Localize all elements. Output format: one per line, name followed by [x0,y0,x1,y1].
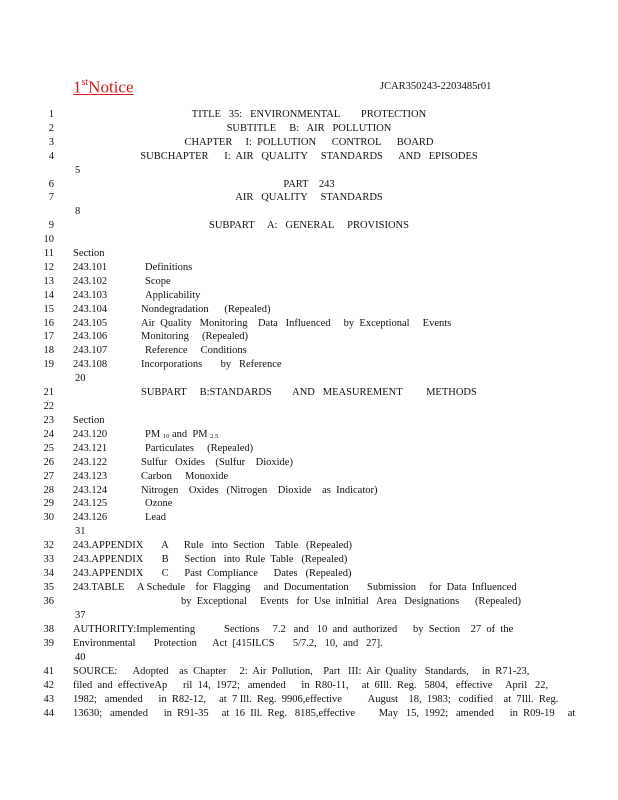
section-number: 243.105 [73,318,108,329]
line-number: 6 [48,179,54,190]
line-number: 31 [75,526,86,537]
line-number: 16 [43,318,54,329]
source-paragraph-line-3: 1982; amended in R82-12, at 7 Ill. Reg. 9906,effective August 18, 1983; codified at 7Ill. Reg. [73,694,559,705]
document-id: JCAR350243-2203485r01 [380,81,492,92]
line-number: 38 [43,624,54,635]
table-a-line: 243.TABLE A Schedule for Flagging and Documentation Submission for Data Influenced [73,582,517,593]
subtitle-heading: SUBTITLE B: AIR POLLUTION [226,123,392,134]
section-title: Nondegradation (Repealed) [141,304,271,315]
line-number: 35 [43,582,54,593]
section-number: 243.120 [73,429,108,440]
section-title: Particulates (Repealed) [145,443,254,454]
section-title: Incorporations by Reference [141,359,282,370]
section-label: Section [73,415,105,426]
line-number: 43 [43,694,54,705]
section-title: Carbon Monoxide [141,471,229,482]
section-title: Monitoring (Repealed) [141,331,249,342]
line-number: 7 [48,192,54,203]
line-number: 9 [48,220,54,231]
section-number: 243.126 [73,512,108,523]
section-number: 243.122 [73,457,108,468]
line-number: 13 [43,276,54,287]
line-number: 3 [48,137,54,148]
line-number: 19 [43,359,54,370]
section-number: 243.125 [73,498,108,509]
line-number: 14 [43,290,54,301]
line-number: 39 [43,638,54,649]
pm-and-text: and PM [169,429,211,440]
section-title: Reference Conditions [145,345,247,356]
section-number: 243.101 [73,262,108,273]
section-number: 243.104 [73,304,108,315]
source-paragraph: SOURCE: Adopted as Chapter 2: Air Pollution, Part III: Air Quality Standards, in R71-23, [73,666,530,677]
appendix-c-line: 243.APPENDIX C Past Compliance Dates (Repealed) [73,568,352,579]
section-title-pm [145,429,218,443]
line-number: 2 [48,123,54,134]
source-paragraph-line-4: 13630; amended in R91-35 at 16 Ill. Reg. 8185,effective May 15, 1992; amended in R09-19 at [73,708,576,719]
section-number: 243.124 [73,485,108,496]
part-title: AIR QUALITY STANDARDS [235,192,383,203]
line-number: 10 [43,234,54,245]
line-number: 8 [75,206,81,217]
section-number: 243.108 [73,359,108,370]
notice-number: 1 [73,77,82,97]
section-number: 243.121 [73,443,108,454]
line-number: 33 [43,554,54,565]
section-title: Applicability [145,290,201,301]
authority-paragraph-continued: Environmental Protection Act [415ILCS 5/7.2, 10, and 27]. [73,638,383,649]
notice-word: Notice [88,77,134,97]
line-number: 18 [43,345,54,356]
title-heading: TITLE 35: ENVIRONMENTAL PROTECTION [191,109,427,120]
section-title: Definitions [145,262,193,273]
section-title: Sulfur Oxides (Sulfur Dioxide) [141,457,293,468]
pm10-subscript: 10 [162,433,170,440]
section-label: Section [73,248,105,259]
line-number: 28 [43,485,54,496]
line-number: 12 [43,262,54,273]
subpart-a-heading: SUBPART A: GENERAL PROVISIONS [209,220,409,231]
table-a-line-continued: by Exceptional Events for Use inInitial Area Designations (Repealed) [181,596,521,607]
line-number: 26 [43,457,54,468]
section-number: 243.102 [73,276,108,287]
section-title: Lead [145,512,166,523]
line-number: 15 [43,304,54,315]
line-number: 42 [43,680,54,691]
part-heading: PART 243 [283,179,335,190]
line-number: 40 [75,652,86,663]
line-number: 32 [43,540,54,551]
subpart-b-heading: SUBPART B:STANDARDS AND MEASUREMENT METHODS [141,387,477,398]
line-number: 5 [75,165,81,176]
chapter-heading: CHAPTER I: POLLUTION CONTROL BOARD [184,137,434,148]
section-number: 243.107 [73,345,108,356]
line-number: 36 [43,596,54,607]
section-title: Ozone [145,498,173,509]
section-number: 243.123 [73,471,108,482]
line-number: 23 [43,415,54,426]
notice-superscript: st [81,77,89,88]
line-number: 41 [43,666,54,677]
line-number: 4 [48,151,54,162]
section-title: Nitrogen Oxides (Nitrogen Dioxide as Indicator) [141,485,378,496]
appendix-b-line: 243.APPENDIX B Section into Rule Table (Repealed) [73,554,348,565]
appendix-a-line: 243.APPENDIX A Rule into Section Table (Repealed) [73,540,353,551]
section-title: Air Quality Monitoring Data Influenced by Exceptional Events [141,318,452,329]
line-number: 27 [43,471,54,482]
section-number: 243.103 [73,290,108,301]
pm-text: PM [145,429,163,440]
line-number: 37 [75,610,86,621]
line-number: 24 [43,429,54,440]
line-number: 21 [43,387,54,398]
line-number: 34 [43,568,54,579]
line-number: 22 [43,401,54,412]
authority-paragraph: AUTHORITY:Implementing Sections 7.2 and 10 and authorized by Section 27 of the [73,624,514,635]
source-paragraph-line-2: filed and effectiveAp ril 14, 1972; amended in R80-11, at 6Ill. Reg. 5804, effective April 22, [73,680,549,691]
section-number: 243.106 [73,331,108,342]
subchapter-heading: SUBCHAPTER I: AIR QUALITY STANDARDS AND EPISODES [140,151,478,162]
line-number: 11 [43,248,54,259]
line-number: 17 [43,331,54,342]
line-number: 20 [75,373,86,384]
line-number: 30 [43,512,54,523]
line-number: 1 [48,109,54,120]
line-number: 44 [43,708,54,719]
section-title: Scope [145,276,171,287]
line-number: 29 [43,498,54,509]
line-number: 25 [43,443,54,454]
notice-label [73,75,142,97]
pm25-subscript: 2.5 [210,433,219,440]
